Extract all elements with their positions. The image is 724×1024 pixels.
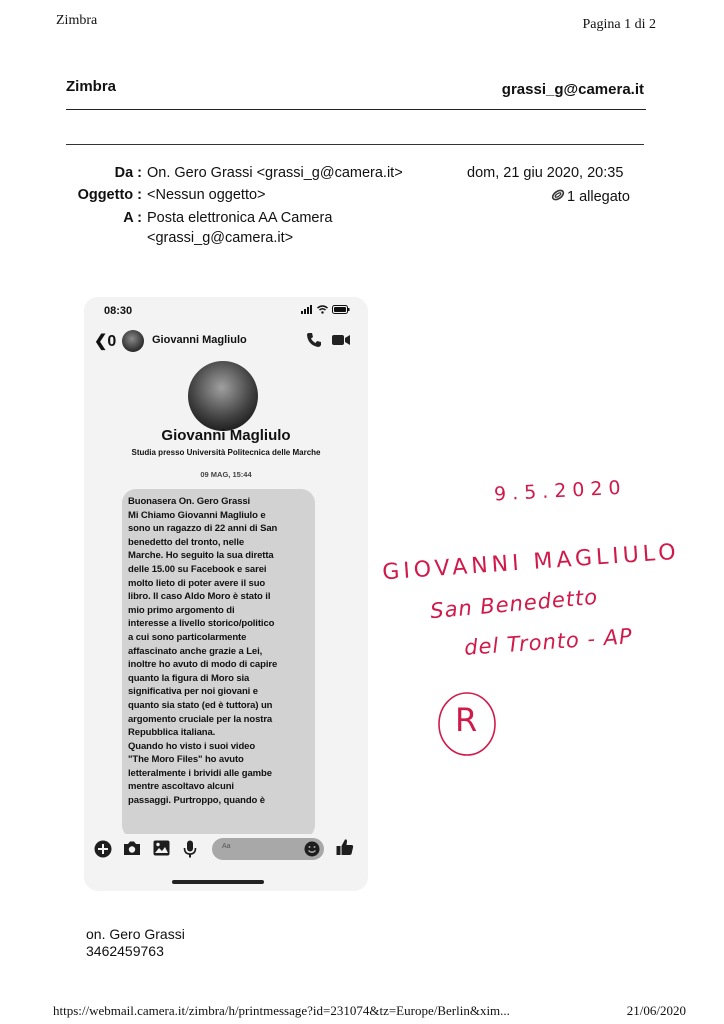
handwritten-mark: R [455, 701, 478, 739]
image-icon[interactable] [153, 840, 170, 856]
zimbra-header [66, 76, 646, 110]
print-page-counter: Pagina 1 di 2 [582, 17, 656, 32]
camera-icon[interactable] [123, 840, 141, 856]
message-text: Buonasera On. Gero Grassi Mi Chiamo Giovanni Magliulo e sono un ragazzo di 22 anni di San benedetto del tronto, nelle Marche. Ho seguito la sua diretta delle 15.00 su Facebook e sarei molto lieto di poter avere il suo libro. Il caso Aldo Moro è stato il mio primo argomento di interesse a livello storico/politico a cui sono particolarmente affascinato anche grazie a Lei, inoltre ho avuto di modo di capire quanto la figura di Moro sia significativa per noi giovani e quanto sia stato (ed è tuttora) un argomento cruciale per la nostra Repubblica italiana. Quando ho visto i suoi video "The Moro Files" ho avuto letteralmente i brividi alle gambe mentre ascoltavo alcuni passaggi. Purtroppo, quando è [128, 496, 278, 807]
home-indicator [172, 880, 264, 884]
avatar[interactable] [122, 330, 144, 352]
chat-contact-name[interactable]: Giovanni Magliulo [152, 334, 247, 346]
phone-call-icon[interactable] [306, 332, 322, 348]
attachment-label: 1 allegato [567, 189, 630, 205]
status-icons [301, 305, 350, 314]
signal-icon [301, 305, 313, 314]
message-input[interactable] [212, 838, 324, 860]
chat-message-date: 09 MAG, 15:44 [200, 470, 252, 479]
signature-name: on. Gero Grassi [86, 926, 185, 942]
subject-label: Oggetto : [77, 187, 142, 203]
from-value: On. Gero Grassi <grassi_g@camera.it> [147, 165, 403, 181]
to-value-line1: Posta elettronica AA Camera [147, 210, 333, 226]
signature-phone: 3462459763 [86, 943, 164, 959]
handwritten-place-line2: del Tronto - AP [463, 624, 634, 660]
message-date: dom, 21 giu 2020, 20:35 [467, 165, 624, 181]
from-label: Da : [114, 165, 142, 181]
handwritten-date: 9.5.2020 [493, 476, 628, 506]
zimbra-brand: Zimbra [66, 78, 117, 95]
status-time: 08:30 [104, 305, 133, 317]
emoji-icon[interactable] [304, 841, 320, 857]
microphone-icon[interactable] [183, 840, 197, 858]
footer-url: https://webmail.camera.it/zimbra/h/printmessage?id=231074&tz=Europe/Berlin&xim... [53, 1003, 510, 1018]
message-bubble [122, 489, 315, 839]
profile-avatar [188, 361, 258, 431]
message-input-placeholder: Aa [222, 843, 231, 850]
plus-icon[interactable] [94, 840, 112, 858]
handwritten-place-line1: San Benedetto [429, 584, 600, 624]
back-arrow-icon[interactable]: ❮0 [94, 333, 117, 350]
battery-icon [332, 305, 350, 314]
print-header-title: Zimbra [56, 13, 98, 28]
to-value-line2: <grassi_g@camera.it> [147, 230, 294, 246]
wifi-icon [317, 305, 328, 314]
to-label: A : [123, 210, 142, 226]
separator-line [66, 144, 644, 145]
thumbs-up-icon[interactable] [336, 838, 354, 856]
compose-bar [84, 834, 368, 864]
signature [86, 926, 185, 960]
phone-screenshot [84, 297, 368, 891]
handwritten-name: GIOVANNI MAGLIULO [381, 539, 681, 586]
video-call-icon[interactable] [332, 334, 350, 346]
subject-value: <Nessun oggetto> [147, 187, 266, 203]
attachment-info[interactable] [551, 188, 630, 206]
profile-name: Giovanni Magliulo [161, 427, 291, 444]
zimbra-account: grassi_g@camera.it [501, 81, 644, 98]
footer-date: 21/06/2020 [626, 1003, 686, 1018]
paperclip-icon [551, 188, 565, 206]
chat-topbar [84, 327, 368, 357]
profile-subtitle: Studia presso Università Politecnica delle Marche [131, 448, 321, 457]
